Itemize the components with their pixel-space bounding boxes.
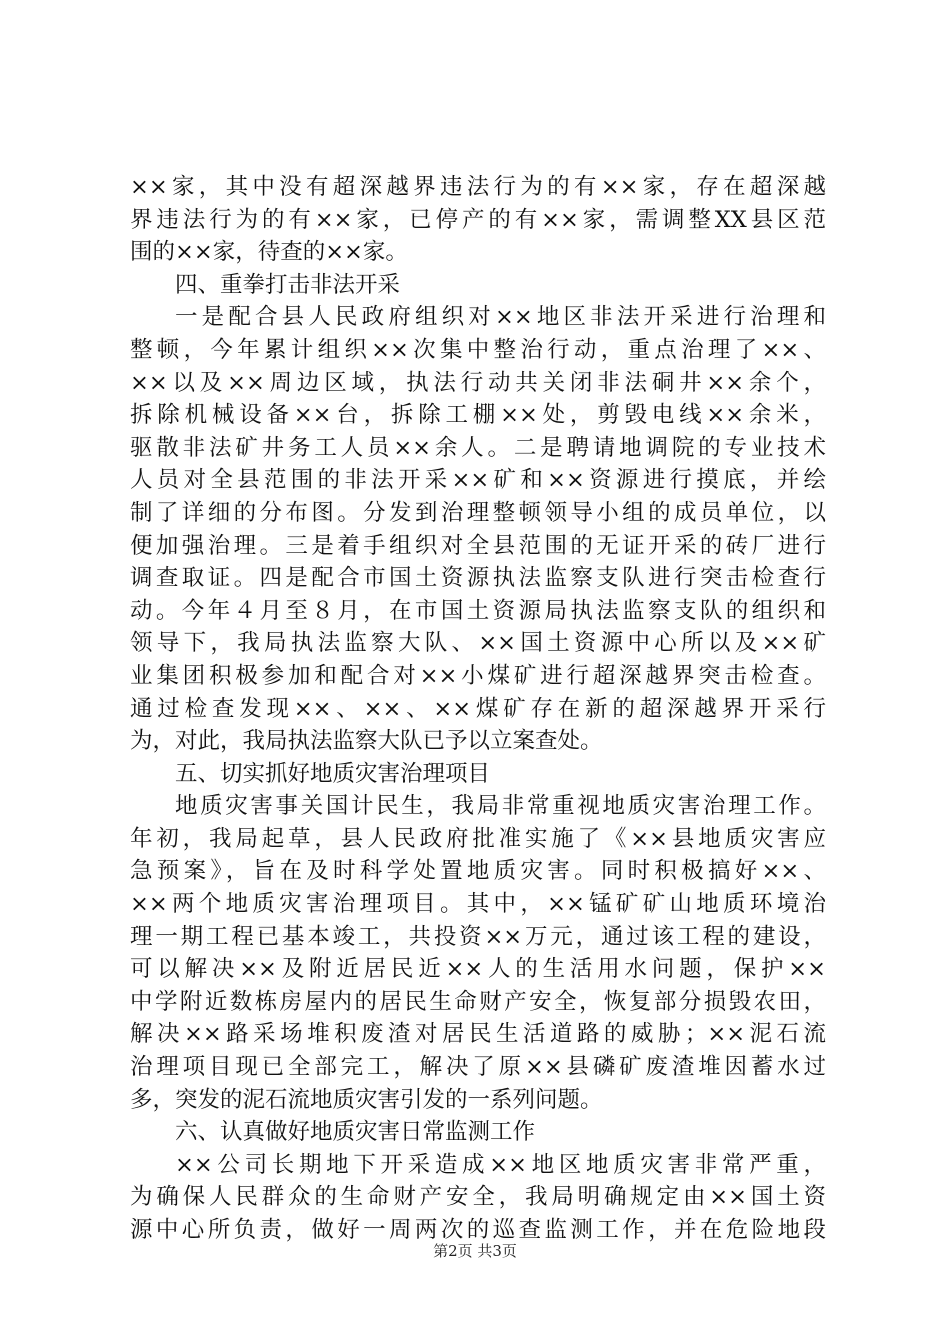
paragraph-first-line: ××公司长期地下开采造成××地区地质灾害非常严重， xyxy=(175,1151,826,1178)
paragraph-first-line: 地质灾害事关国计民生，我局非常重视地质灾害治理工作。 xyxy=(175,793,826,820)
section-heading: 四、重拳打击非法开采 xyxy=(175,271,401,298)
paragraph-line: ××家，其中没有超深越界违法行为的有××家，存在超深越 xyxy=(130,174,826,200)
paragraph-last-line: 多，突发的泥石流地质灾害引发的一系列问题。 xyxy=(130,1086,603,1113)
paragraph-line: ××以及××周边区域，执法行动共关闭非法硐井××余个， xyxy=(130,369,826,396)
paragraph-line: 领导下，我局执法监察大队、××国土资源中心所以及××矿 xyxy=(130,630,826,657)
paragraph-line: 理一期工程已基本竣工，共投资××万元，通过该工程的建设， xyxy=(130,923,826,950)
paragraph-line: 中学附近数栋房屋内的居民生命财产安全，恢复部分损毁农田， xyxy=(130,988,826,1015)
paragraph-line: 年初，我局起草，县人民政府批准实施了《××县地质灾害应 xyxy=(130,825,826,852)
paragraph-line: 人员对全县范围的非法开采××矿和××资源进行摸底，并绘 xyxy=(130,467,826,494)
page-footer: 第2页 共3页 xyxy=(433,1242,517,1260)
paragraph-line: 动。今年４月至８月，在市国土资源局执法监察支队的组织和 xyxy=(130,597,826,624)
paragraph-last-line: 为，对此，我局执法监察大队已予以立案查处。 xyxy=(130,728,603,755)
paragraph-line: 可以解决××及附近居民近××人的生活用水问题，保护×× xyxy=(130,956,826,983)
paragraph-line: 界违法行为的有××家，已停产的有××家，需调整XX县区范 xyxy=(130,206,826,233)
paragraph-line: 治理项目现已全部完工，解决了原××县磷矿废渣堆因蓄水过 xyxy=(130,1054,826,1081)
paragraph-line: 源中心所负责，做好一周两次的巡查监测工作，并在危险地段 xyxy=(130,1217,826,1243)
paragraph-line: 调查取证。四是配合市国土资源执法监察支队进行突击检查行 xyxy=(130,565,826,592)
paragraph-line: 解决××路采场堆积废渣对居民生活道路的威胁；××泥石流 xyxy=(130,1021,826,1048)
paragraph-line: 为确保人民群众的生命财产安全，我局明确规定由××国土资 xyxy=(130,1184,826,1211)
paragraph-line: 急预案》，旨在及时科学处置地质灾害。同时积极搞好××、 xyxy=(130,858,826,885)
paragraph-line: 拆除机械设备××台，拆除工棚××处，剪毁电线××余米， xyxy=(130,402,826,429)
paragraph-line: 便加强治理。三是着手组织对全县范围的无证开采的砖厂进行 xyxy=(130,532,826,559)
paragraph-line: 业集团积极参加和配合对××小煤矿进行超深越界突击检查。 xyxy=(130,662,826,689)
paragraph-line: 驱散非法矿井务工人员××余人。二是聘请地调院的专业技术 xyxy=(130,434,826,461)
paragraph-line: 整顿，今年累计组织××次集中整治行动，重点治理了××、 xyxy=(130,336,826,363)
paragraph-line: ××两个地质灾害治理项目。其中，××锰矿矿山地质环境治 xyxy=(130,891,826,918)
paragraph-last-line: 围的××家，待查的××家。 xyxy=(130,239,408,266)
section-heading: 六、认真做好地质灾害日常监测工作 xyxy=(175,1119,536,1146)
paragraph-first-line: 一是配合县人民政府组织对××地区非法开采进行治理和 xyxy=(175,304,826,331)
document-body xyxy=(130,171,826,1247)
section-heading: 五、切实抓好地质灾害治理项目 xyxy=(175,760,491,787)
paragraph-line: 通过检查发现××、××、××煤矿存在新的超深越界开采行 xyxy=(130,695,826,722)
paragraph-line: 制了详细的分布图。分发到治理整顿领导小组的成员单位，以 xyxy=(130,499,826,526)
